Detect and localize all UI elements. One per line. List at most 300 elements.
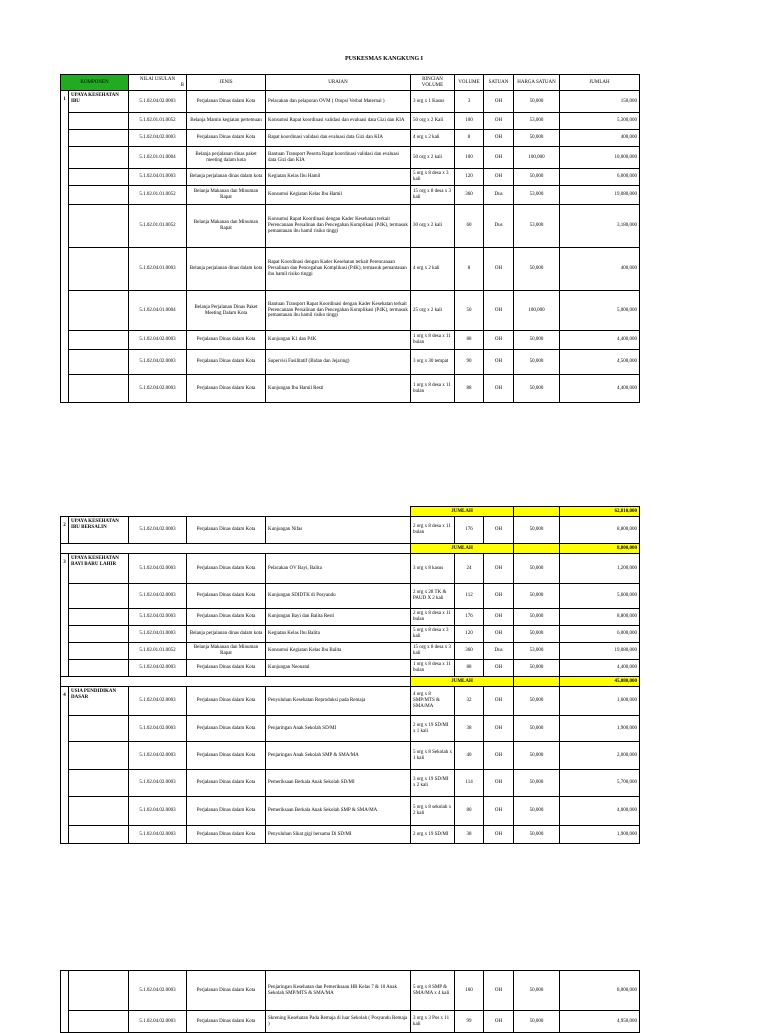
table-row [61,291,640,331]
cell-jumlah: 4,950,000 [560,1011,640,1033]
cell-harga: 100,000 [514,291,560,331]
cell-harga: 53,000 [514,643,560,660]
cell-volume: 120 [455,169,484,186]
cell-jumlah: 4,000,000 [560,797,640,826]
cell-kode: 5.1.02.04.02.0003 [129,770,187,797]
cell-rincian: 4 org x 8 SMP/MTS & SMA/MA [411,687,455,716]
cell-satuan: OH [484,554,514,584]
cell-kode: 5.1.02.04.02.0003 [129,91,187,113]
cell-uraian: Pemeriksaan Berkala Anak Sekolah SMP & SMA/MA [266,797,411,826]
cell-uraian: Kunjungan Nifas [266,517,411,544]
cell-satuan: OH [484,797,514,826]
cell-satuan: OH [484,130,514,147]
section-name-empty [69,375,129,403]
cell-rincian: 5 org x 8 desa x 3 kali [411,169,455,186]
cell-jumlah: 10,000,000 [560,147,640,169]
cell-jenis: Perjalanan Dinas dalam Kota [187,716,266,742]
cell-volume: 32 [455,687,484,716]
cell-uraian: Bantuan Transport Peserta Rapat koordinasi validasi dan evaluasi data Gizi dan KIA [266,147,411,169]
table-row [61,1011,640,1033]
cell-volume: 88 [455,660,484,677]
cell-rincian: 3 org x 8 kasus [411,554,455,584]
table-row [61,91,640,113]
table-row [61,687,640,716]
cell-uraian: Penjaringan Kesehatan dan Pemeriksaan HB Kelas 7 & 10 Anak Sekolah SMP/MTS & SMA/MA [266,971,411,1011]
cell-kode: 5.1.02.04.01.0003 [129,169,187,186]
cell-volume: 100 [455,147,484,169]
section-number: 4 [61,687,69,844]
cell-satuan: OH [484,331,514,350]
cell-rincian: 3 org x 19 SD/MI x 2 kali [411,770,455,797]
section-name-empty [69,205,129,248]
cell-jumlah: 6,000,000 [560,626,640,643]
section-name-empty [69,350,129,375]
col-harga-satuan: HARGA SATUAN [514,75,560,91]
cell-kode: 5.1.02.04.01.0003 [129,626,187,643]
cell-uraian: Kunjungan Ibu Hamil Resti [266,375,411,403]
table-row [61,147,640,169]
section-name-empty [69,584,129,609]
cell-volume: 176 [455,517,484,544]
cell-kode: 5.1.02.04.02.0003 [129,375,187,403]
cell-uraian: Penyuluhan Kesehatan Reproduksi pada Remaja [266,687,411,716]
cell-kode: 5.1.02.04.02.0003 [129,660,187,677]
section-name: UPAYA KESEHATAN IBU BERSALIN [69,517,129,544]
cell-rincian: 1 org x 8 desa x 11 bulan [411,331,455,350]
cell-harga: 50,000 [514,584,560,609]
cell-harga: 100,000 [514,147,560,169]
section-name: UPAYA KESEHATAN BAYI BARU LAHIR [69,554,129,584]
cell-harga: 50,000 [514,554,560,584]
cell-kode: 5.1.02.01.01.0004 [129,147,187,169]
cell-satuan: OH [484,660,514,677]
cell-volume: 112 [455,584,484,609]
table-header [61,75,640,91]
section-name-empty [69,291,129,331]
cell-volume: 100 [455,113,484,130]
cell-kode: 5.1.02.04.02.0003 [129,609,187,626]
section-name [69,971,129,1011]
cell-satuan: Dus [484,643,514,660]
section-2-rows [61,517,640,544]
cell-jenis: Belanja Makanan dan Minuman Rapat [187,643,266,660]
cell-jumlah: 3,180,000 [560,205,640,248]
cell-harga: 50,000 [514,248,560,291]
cell-rincian: 15 org x 8 desa x 3 kali [411,186,455,205]
cell-harga: 50,000 [514,797,560,826]
cell-kode: 5.1.02.04.02.0003 [129,971,187,1011]
col-volume: VOLUME [455,75,484,91]
cell-jumlah: 5,000,000 [560,291,640,331]
table-row [61,716,640,742]
cell-volume: 3 [455,91,484,113]
cell-satuan: OH [484,626,514,643]
cell-harga: 50,000 [514,971,560,1011]
cell-rincian: 2 org x 19 SD/MI x 1 kali [411,716,455,742]
cell-uraian: Pelacakan dan pelaporan OVM ( Otopsi Verbal Maternal ) [266,91,411,113]
cell-uraian: Kunjungan Bayi dan Balita Resti [266,609,411,626]
table-row [61,626,640,643]
cell-satuan: OH [484,147,514,169]
section-number: 1 [61,91,69,403]
cell-uraian: Kegiatan Kelas Ibu Balita [266,626,411,643]
section-name-empty [69,248,129,291]
col-nilai-usulan: NILAI USULAN B [129,75,187,91]
cell-satuan: OH [484,113,514,130]
cell-rincian: 4 org x 2 kali [411,248,455,291]
cell-harga: 50,000 [514,169,560,186]
cell-jumlah: 4,400,000 [560,375,640,403]
cell-uraian: Konsumsi Kegiatan Kelas Ibu Hamil [266,186,411,205]
table-row [61,205,640,248]
cell-volume: 120 [455,626,484,643]
section-name-empty [69,169,129,186]
cell-satuan: OH [484,350,514,375]
cell-jenis: Belanja Perjalanan Dinas Paket Meeting Dalam Kota [187,291,266,331]
cell-jenis: Perjalanan Dinas dalam Kota [187,687,266,716]
cell-jenis: Belanja perjalanan dinas paket meeting dalam kota [187,147,266,169]
cell-uraian: Supervisi Fasilitatif (Bidan dan Jejaring) [266,350,411,375]
cell-kode: 5.1.02.04.02.0003 [129,554,187,584]
cell-satuan: Dus [484,205,514,248]
cell-harga: 50,000 [514,350,560,375]
cell-jenis: Perjalanan Dinas dalam Kota [187,375,266,403]
cell-satuan: OH [484,291,514,331]
cell-harga: 50,000 [514,130,560,147]
cell-jumlah: 400,000 [560,248,640,291]
cell-satuan: Dus [484,186,514,205]
cell-harga: 50,000 [514,687,560,716]
cell-jenis: Perjalanan Dinas dalam Kota [187,609,266,626]
total-label: JUMLAH [411,677,514,687]
total-label: JUMLAH [411,544,514,554]
cell-rincian: 5 org x 8 SMP & SMA/MA x 4 kali [411,971,455,1011]
cell-jumlah: 1,900,000 [560,826,640,844]
cell-harga: 50,000 [514,331,560,350]
table-row [61,186,640,205]
cell-jumlah: 8,000,000 [560,971,640,1011]
cell-rincian: 3 org x 1 Kasus [411,91,455,113]
cell-jenis: Perjalanan Dinas dalam Kota [187,971,266,1011]
cell-jenis: Perjalanan Dinas dalam Kota [187,554,266,584]
table-row [61,554,640,584]
col-satuan: SATUAN [484,75,514,91]
cell-rincian: 5 org x 8 Sekolah x 1 kali [411,742,455,770]
budget-table-1 [60,74,640,403]
col-uraian: URAIAN [266,75,411,91]
cell-uraian: Kegiatan Kelas Ibu Hamil [266,169,411,186]
cell-kode: 5.1.02.04.02.0003 [129,130,187,147]
section-number: 2 [61,517,69,544]
table-row [61,742,640,770]
section-name-empty [69,609,129,626]
cell-rincian: 1 org x 8 desa x 11 bulan [411,375,455,403]
cell-volume: 80 [455,797,484,826]
cell-jumlah: 6,000,000 [560,169,640,186]
cell-rincian: 3 org x 3 Pos x 11 kali [411,1011,455,1033]
cell-rincian: 2 org x 28 TK & PAUD X 2 kali [411,584,455,609]
cell-jenis: Perjalanan Dinas dalam Kota [187,1011,266,1033]
cell-volume: 8 [455,130,484,147]
cell-jenis: Belanja Mamin kegiatan pertemuan [187,113,266,130]
table-row [61,350,640,375]
cell-satuan: OH [484,584,514,609]
cell-volume: 24 [455,554,484,584]
cell-rincian: 25 org x 2 kali [411,291,455,331]
cell-jenis: Perjalanan Dinas dalam Kota [187,797,266,826]
section-name: UPAYA KESEHATAN IBU [69,91,129,113]
cell-jenis: Perjalanan Dinas dalam Kota [187,826,266,844]
cell-jenis: Perjalanan Dinas dalam Kota [187,130,266,147]
cell-rincian: 5 org x 8 desa x 3 kali [411,626,455,643]
cell-uraian: Kunjungan Neonatal [266,660,411,677]
col-rincian-volume: RINCIAN VOLUME [411,75,455,91]
section-name-empty [69,826,129,844]
cell-harga: 50,000 [514,609,560,626]
total-row-1 [61,507,640,517]
cell-jenis: Belanja Makanan dan Minuman Rapat [187,205,266,248]
cell-volume: 160 [455,971,484,1011]
cell-harga: 50,000 [514,716,560,742]
cell-jumlah: 4,400,000 [560,331,640,350]
section-name-empty [69,130,129,147]
col-komponen: KOMPONEN [61,75,129,91]
cell-jumlah: 5,700,000 [560,770,640,797]
table-row [61,584,640,609]
cell-kode: 5.1.02.01.01.0052 [129,113,187,130]
section-name-empty [69,716,129,742]
cell-jumlah: 1,600,000 [560,687,640,716]
cell-satuan: OH [484,826,514,844]
cell-rincian: 5 org x 8 sekolah x 2 kali [411,797,455,826]
table-row [61,660,640,677]
cell-rincian: 15 org x 8 desa x 3 kali [411,643,455,660]
cell-jumlah: 1,900,000 [560,716,640,742]
cell-kode: 5.1.02.01.01.0052 [129,205,187,248]
cell-rincian: 50 org x 2 kali [411,147,455,169]
cell-jenis: Perjalanan Dinas dalam Kota [187,350,266,375]
total-row-3 [61,677,640,687]
cell-jumlah: 5,300,000 [560,113,640,130]
cell-kode: 5.1.02.04.02.0003 [129,350,187,375]
cell-satuan: OH [484,169,514,186]
table-row [61,826,640,844]
cell-jumlah: 8,800,000 [560,517,640,544]
section-number [61,971,69,1033]
cell-satuan: OH [484,609,514,626]
cell-jenis: Belanja perjalanan dinas dalam kota [187,626,266,643]
cell-uraian: Pelacakan OV Bayi, Balita [266,554,411,584]
cell-harga: 50,000 [514,742,560,770]
cell-kode: 5.1.02.04.02.0003 [129,826,187,844]
cell-jenis: Belanja Makanan dan Minuman Rapat [187,186,266,205]
cell-jenis: Perjalanan Dinas dalam Kota [187,91,266,113]
cell-kode: 5.1.02.04.01.0004 [129,291,187,331]
cell-jumlah: 4,500,000 [560,350,640,375]
section-number: 3 [61,554,69,677]
cell-jumlah: 5,600,000 [560,584,640,609]
cell-rincian: 3 org x 30 tempat [411,350,455,375]
table-row [61,130,640,147]
cell-jenis: Perjalanan Dinas dalam Kota [187,517,266,544]
cell-uraian: Kunjungan SDIDTK di Posyandu [266,584,411,609]
cell-satuan: OH [484,248,514,291]
cell-harga: 53,000 [514,186,560,205]
cell-jenis: Perjalanan Dinas dalam Kota [187,742,266,770]
table-row [61,248,640,291]
cell-volume: 360 [455,643,484,660]
section-name-empty [69,643,129,660]
cell-satuan: OH [484,770,514,797]
cell-jumlah: 2,000,000 [560,742,640,770]
table-row [61,797,640,826]
cell-uraian: Konsumsi Rapat Koordinasi dengan Kader Kesehatan terkait Perencanaan Persalinan dan Pencegahan Komplikasi (P4K), termasuk pemantauan ibu hamil risiko tinggi [266,205,411,248]
section-name-empty [69,331,129,350]
cell-harga: 50,000 [514,1011,560,1033]
cell-kode: 5.1.02.04.02.0003 [129,331,187,350]
total-row-2 [61,544,640,554]
cell-volume: 360 [455,186,484,205]
cell-kode: 5.1.02.04.02.0003 [129,1011,187,1033]
cell-jumlah: 4,400,000 [560,660,640,677]
cell-uraian: Rapat koordinasi validasi dan evaluasi data Gizi dan KIA [266,130,411,147]
section-name: USIA PENDIDIKAN DASAR [69,687,129,716]
total-value-1: 62,810,000 [560,507,640,517]
table-row [61,375,640,403]
section-name-empty [69,660,129,677]
cell-harga: 50,000 [514,517,560,544]
section-5-rows [61,971,640,1033]
cell-volume: 38 [455,716,484,742]
budget-table-2 [60,506,640,844]
cell-volume: 99 [455,1011,484,1033]
page-title: PUSKESMAS KANGKUNG I [344,56,423,62]
cell-uraian: Penjaringan Anak Sekolah SD/MI [266,716,411,742]
cell-harga: 53,000 [514,113,560,130]
cell-kode: 5.1.02.04.02.0003 [129,584,187,609]
cell-jenis: Belanja perjalanan dinas dalam kota [187,169,266,186]
cell-jenis: Perjalanan Dinas dalam Kota [187,331,266,350]
cell-harga: 50,000 [514,626,560,643]
cell-volume: 88 [455,331,484,350]
table-row [61,331,640,350]
table-row [61,643,640,660]
cell-rincian: 30 org x 2 kali [411,205,455,248]
table-row [61,113,640,130]
cell-uraian: Penyuluhan Sikat gigi bersama Di SD/MI [266,826,411,844]
table-row [61,169,640,186]
section-name-empty [69,147,129,169]
section-name-empty [69,797,129,826]
cell-harga: 50,000 [514,91,560,113]
cell-jumlah: 19,080,000 [560,643,640,660]
cell-satuan: OH [484,742,514,770]
cell-kode: 5.1.02.04.02.0003 [129,517,187,544]
cell-uraian: Rapat Koordinasi dengan Kader Kesehatan terkait Perencanaan Persalinan dan Pencegahan Komplikasi (P4K), termasuk pemantauan ibu hamil risiko tinggi [266,248,411,291]
cell-uraian: Penjaringan Anak Sekolah SMP & SMA/MA [266,742,411,770]
cell-rincian: 2 org x 19 SD/MI [411,826,455,844]
cell-kode: 5.1.02.04.02.0003 [129,716,187,742]
cell-kode: 5.1.02.04.02.0003 [129,687,187,716]
cell-uraian: Konsumsi Kegiatan Kelas Ibu Balita [266,643,411,660]
cell-satuan: OH [484,517,514,544]
cell-volume: 8 [455,248,484,291]
table-row [61,971,640,1011]
section-name-empty [69,186,129,205]
cell-harga: 50,000 [514,826,560,844]
cell-uraian: Pemeriksaan Berkala Anak Sekolah SD/MI [266,770,411,797]
section-name-empty [69,1011,129,1033]
cell-kode: 5.1.02.04.02.0003 [129,797,187,826]
cell-kode: 5.1.02.01.01.0052 [129,186,187,205]
cell-uraian: Kunjungan K1 dan P4K [266,331,411,350]
section-1-rows [61,91,640,403]
section-name-empty [69,742,129,770]
section-3-rows [61,554,640,677]
cell-uraian: Konsumsi Rapat koordinasi validasi dan evaluasi data Gizi dan KIA [266,113,411,130]
cell-jumlah: 150,000 [560,91,640,113]
table-row [61,770,640,797]
cell-uraian: Skrening Kesehatan Pada Remaja di luar Sekolah ( Posyandu Remaja ) [266,1011,411,1033]
cell-volume: 40 [455,742,484,770]
table-row [61,517,640,544]
total-value-3: 45,080,000 [560,677,640,687]
cell-uraian: Bantuan Transport Rapat Koordinasi dengan Kader Kesehatan terkait Perencanaan Persalinan dan Pencegahan Komplikasi (P4K), termasuk pemantauan ibu hamil risiko tinggi [266,291,411,331]
cell-kode: 5.1.02.04.01.0003 [129,248,187,291]
cell-rincian: 2 org x 8 desa x 11 bulan [411,609,455,626]
section-4-rows [61,687,640,844]
cell-volume: 90 [455,350,484,375]
cell-volume: 176 [455,609,484,626]
cell-satuan: OH [484,971,514,1011]
cell-harga: 50,000 [514,660,560,677]
cell-jenis: Perjalanan Dinas dalam Kota [187,584,266,609]
cell-rincian: 4 org x 2 kali [411,130,455,147]
total-label: JUMLAH [411,507,514,517]
cell-satuan: OH [484,716,514,742]
cell-jumlah: 400,000 [560,130,640,147]
col-jenis: JENIS [187,75,266,91]
cell-volume: 88 [455,375,484,403]
cell-jumlah: 19,080,000 [560,186,640,205]
total-value-2: 8,800,000 [560,544,640,554]
cell-satuan: OH [484,687,514,716]
cell-volume: 114 [455,770,484,797]
section-name-empty [69,113,129,130]
cell-harga: 50,000 [514,770,560,797]
cell-volume: 38 [455,826,484,844]
cell-jumlah: 8,800,000 [560,609,640,626]
cell-jenis: Belanja perjalanan dinas dalam kota [187,248,266,291]
col-jumlah: JUMLAH [560,75,640,91]
cell-volume: 50 [455,291,484,331]
cell-rincian: 50 org x 2 Kali [411,113,455,130]
cell-jumlah: 1,200,000 [560,554,640,584]
table-row [61,609,640,626]
cell-volume: 60 [455,205,484,248]
cell-rincian: 1 org x 8 desa x 11 bulan [411,660,455,677]
cell-harga: 50,000 [514,375,560,403]
cell-harga: 53,000 [514,205,560,248]
cell-kode: 5.1.02.04.02.0003 [129,742,187,770]
cell-kode: 5.1.02.01.01.0052 [129,643,187,660]
section-name-empty [69,770,129,797]
section-name-empty [69,626,129,643]
cell-rincian: 2 org x 8 desa x 11 bulan [411,517,455,544]
cell-satuan: OH [484,91,514,113]
cell-jenis: Perjalanan Dinas dalam Kota [187,770,266,797]
cell-jenis: Perjalanan Dinas dalam Kota [187,660,266,677]
